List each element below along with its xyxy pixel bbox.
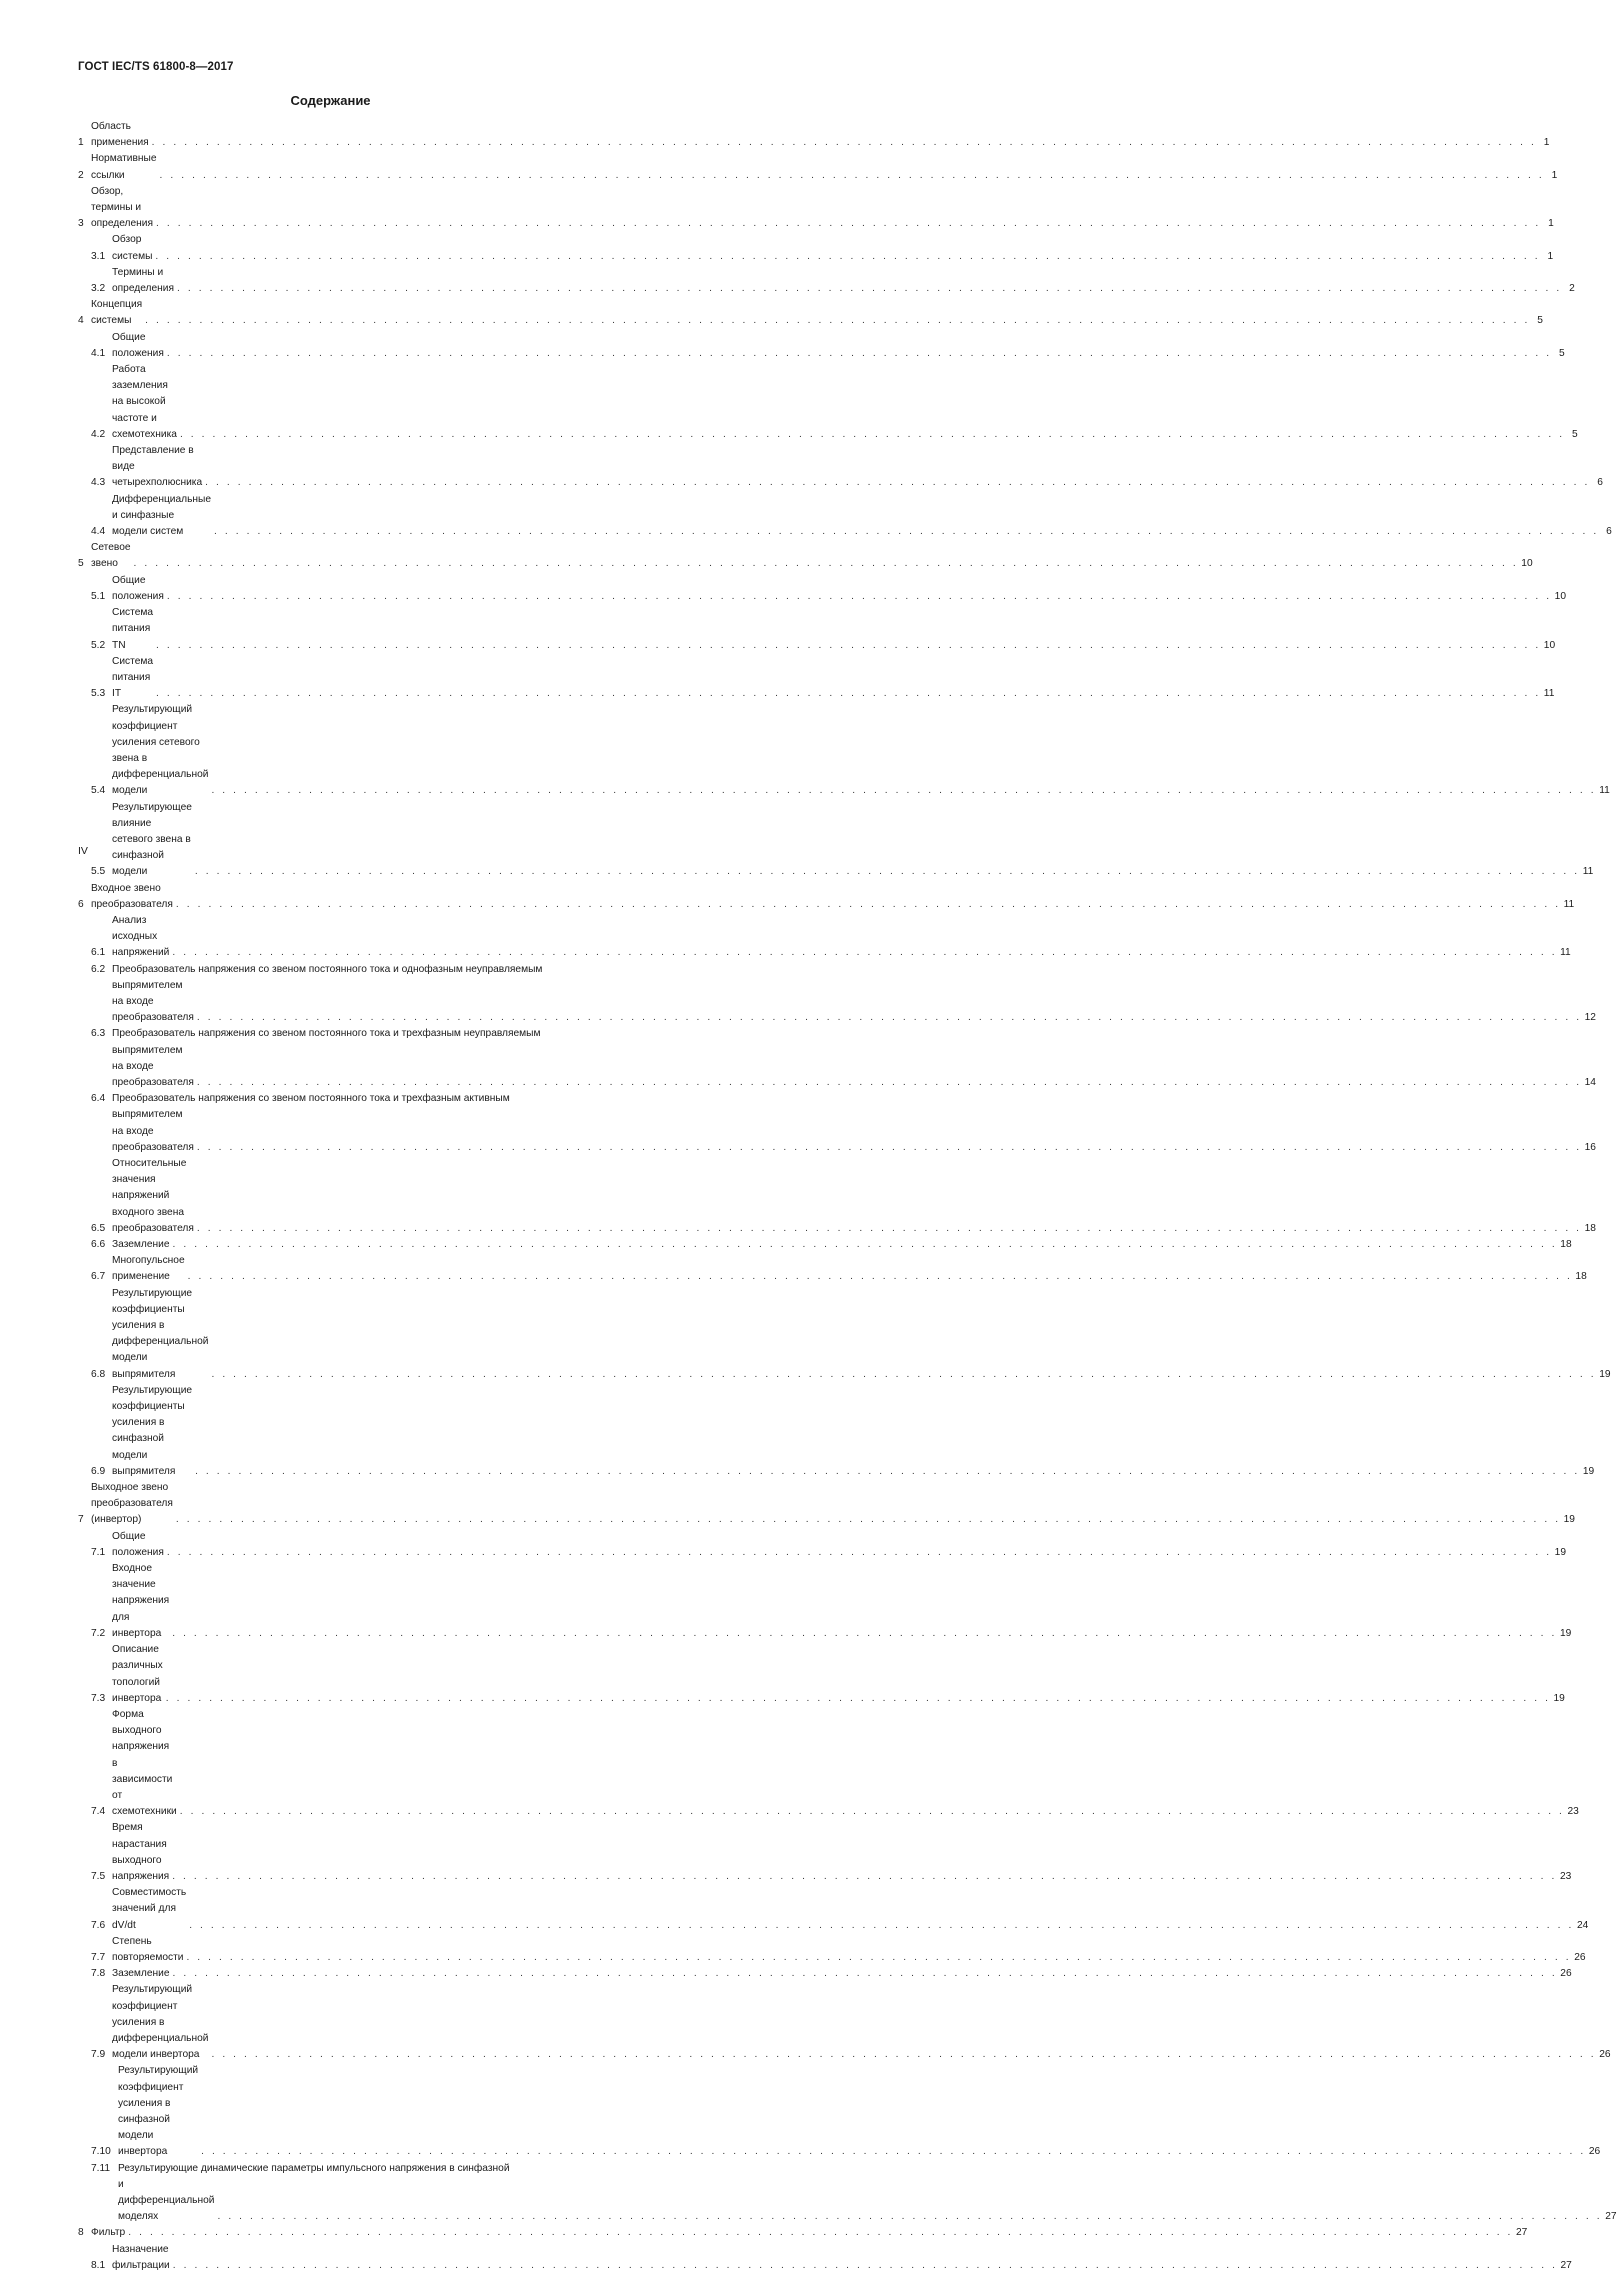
toc-entry-page: 19 (1563, 1514, 1575, 1526)
toc-entry-title: Представление в виде четырехполюсника (112, 445, 203, 489)
toc-entry-page: 6 (1606, 526, 1612, 538)
toc-entry-page: 24 (1576, 1919, 1589, 1931)
toc-entry-page: 27 (1560, 2259, 1572, 2271)
page-number: IV (78, 845, 88, 857)
toc-entry-number: 3.2 (91, 283, 106, 295)
toc-entry-title: Описание различных топологий инвертора (112, 1644, 163, 1704)
toc-entry-page: 1 (1551, 169, 1558, 181)
toc-entry-number: 4.4 (91, 526, 106, 538)
toc-entry[interactable] (78, 1642, 1565, 1707)
toc-leader-dots (167, 1545, 1552, 1561)
toc-entry-page: 11 (1563, 898, 1575, 910)
toc-entry-title: Работа заземления на высокой частоте и схемотехника (112, 364, 177, 440)
toc-entry-page: 11 (1582, 866, 1594, 878)
toc-entry-title: Многопульсное применение (112, 1255, 185, 1283)
toc-entry[interactable] (78, 1026, 1596, 1091)
toc-entry[interactable] (78, 605, 1556, 654)
toc-entry-title: Анализ исходных напряжений (112, 914, 170, 959)
toc-leader-dots (197, 1010, 1582, 1026)
toc-entry-title: Общие положения (112, 331, 164, 359)
toc-entry-number: 6.8 (91, 1368, 106, 1380)
toc-entry-title: Результирующие коэффициенты усиления в синфазной модели выпрямителя (112, 1384, 193, 1477)
toc-leader-dots (134, 556, 1519, 572)
toc-entry-title: Нормативные ссылки (91, 153, 157, 181)
toc-entry-page: 27 (1605, 2211, 1617, 2223)
toc-entry[interactable] (78, 492, 1612, 541)
toc-entry[interactable] (78, 232, 1554, 264)
toc-entry-page: 12 (1584, 1012, 1596, 1024)
toc-entry[interactable] (78, 540, 1533, 572)
toc-entry-number: 8 (78, 2227, 84, 2239)
toc-entry[interactable] (78, 2225, 1528, 2241)
toc-entry-number: 6.5 (91, 1222, 106, 1234)
toc-entry-page: 26 (1599, 2049, 1611, 2061)
toc-entry-page: 19 (1582, 1465, 1595, 1477)
toc-entry-title-line1: Результирующие динамические параметры импульсного напряжения в синфазной (118, 2162, 510, 2174)
toc-leader-dots (188, 1269, 1573, 1285)
toc-entry-page: 23 (1567, 1806, 1579, 1818)
toc-entry-page: 10 (1521, 558, 1533, 570)
toc-entry-page: 16 (1584, 1141, 1596, 1153)
toc-entry-page: 5 (1558, 347, 1565, 359)
toc-entry[interactable] (78, 1934, 1586, 1966)
toc-entry-page: 11 (1543, 688, 1555, 700)
toc-leader-dots (195, 864, 1580, 880)
toc-leader-dots (197, 1075, 1582, 1091)
toc-entry-title: Фильтр (91, 2227, 126, 2239)
toc-entry-title: Форма выходного напряжения в зависимости от схемотехники (112, 1708, 177, 1818)
toc-entry-title: Результирующий коэффициент усиления в синфазной модели инвертора (118, 2065, 199, 2158)
toc-leader-dots (176, 1512, 1561, 1528)
toc-entry[interactable] (78, 1237, 1572, 1253)
document-header: ГОСТ IEC/TS 61800-8—2017 (78, 61, 234, 73)
toc-entry-number: 4.2 (91, 428, 106, 440)
toc-entry[interactable] (78, 702, 1610, 799)
toc-entry[interactable] (78, 443, 1603, 492)
toc-entry[interactable] (78, 573, 1566, 605)
toc-leader-dots (156, 638, 1541, 654)
toc-entry-title-line1: Преобразователь напряжения со звеном постоянного тока и однофазным неуправляемым (112, 963, 543, 975)
toc-entry-page: 1 (1543, 137, 1550, 149)
toc-entry-number: 2 (78, 169, 84, 181)
toc-entry[interactable] (78, 1091, 1596, 1156)
toc-entry-number: 6 (78, 898, 84, 910)
toc-leader-dots (156, 686, 1541, 702)
toc-entry-title: Степень повторяемости (112, 1935, 184, 1963)
toc-entry-title: Общие положения (112, 1530, 164, 1558)
toc-entry-title: Обзор, термины и определения (91, 185, 154, 230)
toc-entry-number: 7.11 (91, 2162, 111, 2174)
toc-entry-page: 10 (1543, 639, 1556, 651)
toc-entry[interactable] (78, 1820, 1572, 1885)
toc-entry-number: 7.1 (91, 1546, 106, 1558)
toc-entry-number: 6.6 (91, 1239, 106, 1251)
toc-entry-title: Термины и определения (112, 266, 175, 295)
toc-leader-dots (186, 1950, 1571, 1966)
toc-leader-dots (211, 2047, 1596, 2063)
toc-entry-page: 5 (1537, 315, 1543, 327)
toc-entry-number: 7.9 (91, 2049, 106, 2061)
toc-entry-page: 19 (1554, 1546, 1566, 1558)
toc-entry-page: 11 (1599, 785, 1610, 797)
toc-entry-page: 19 (1553, 1692, 1565, 1704)
toc-entry[interactable] (78, 1253, 1587, 1285)
toc-entry-title: Время нарастания выходного напряжения (112, 1822, 170, 1882)
toc-leader-dots (160, 168, 1545, 184)
toc-entry-title: Заземление (112, 1239, 170, 1251)
toc-entry-page: 19 (1559, 1627, 1572, 1639)
toc-entry[interactable] (78, 1707, 1579, 1820)
toc-entry-title: Область применения (91, 121, 149, 149)
toc-entry-number: 5 (78, 558, 84, 570)
toc-leader-dots (176, 897, 1561, 913)
toc-entry-title: Результирующий коэффициент усиления в дифференциальной модели инвертора (112, 1984, 209, 2061)
toc-entry-number: 5.3 (91, 688, 106, 700)
toc-entry-page: 26 (1588, 2146, 1601, 2158)
toc-leader-dots (177, 281, 1562, 297)
toc-entry[interactable] (78, 881, 1575, 913)
toc-entry-title: Результирующий коэффициент усиления сетевого звена в дифференциальной модели (112, 704, 209, 797)
toc-entry-title: Обзор системы (112, 234, 153, 262)
toc-leader-dots (173, 1237, 1558, 1253)
toc-leader-dots (166, 1691, 1551, 1707)
page-title: Содержание (290, 93, 371, 108)
toc-entry-page: 14 (1584, 1076, 1596, 1088)
toc-entry-title-line1: Преобразователь напряжения со звеном постоянного тока и трехфазным активным (112, 1093, 510, 1105)
toc-entry-number: 5.1 (91, 590, 106, 602)
toc-entry-number: 7.3 (91, 1692, 106, 1704)
toc-entry[interactable] (78, 1966, 1572, 1982)
toc-leader-dots (172, 1626, 1557, 1642)
toc-leader-dots (167, 346, 1552, 362)
toc-entry-title: Относительные значения напряжений входного звена преобразователя (112, 1158, 194, 1234)
toc-entry-number: 4 (78, 315, 84, 327)
toc-leader-dots (197, 1221, 1582, 1237)
toc-entry[interactable] (78, 297, 1543, 329)
toc-entry[interactable] (78, 184, 1554, 233)
toc-entry-number: 7 (78, 1514, 84, 1526)
toc-entry-title-line1: Преобразователь напряжения со звеном постоянного тока и трехфазным неуправляемым (112, 1028, 541, 1040)
toc-leader-dots (145, 313, 1530, 329)
toc-entry[interactable] (78, 330, 1565, 362)
toc-entry[interactable] (78, 1286, 1611, 1383)
toc-entry-title: Выходное звено преобразователя (инвертор) (91, 1482, 173, 1526)
toc-leader-dots (152, 135, 1537, 151)
toc-entry-title: Система питания TN (112, 607, 154, 651)
toc-entry-title: Заземление (112, 1968, 170, 1980)
toc-entry-title: и дифференциальной моделях (118, 2178, 215, 2223)
toc-entry-title: Входное звено преобразователя (91, 882, 173, 910)
toc-entry-number: 8.1 (91, 2259, 106, 2271)
toc-entry-title: Сетевое звено (91, 542, 131, 570)
toc-leader-dots (211, 783, 1596, 799)
toc-leader-dots (156, 216, 1541, 232)
toc-entry[interactable] (78, 362, 1578, 443)
toc-entry-page: 19 (1599, 1368, 1611, 1380)
toc-entry-number: 7.7 (91, 1951, 106, 1963)
toc-entry-page: 10 (1554, 590, 1566, 602)
toc-leader-dots (205, 475, 1590, 491)
toc-leader-dots (180, 1804, 1565, 1820)
toc-entry-title: выпрямителем на входе преобразователя (112, 979, 194, 1024)
toc-entry[interactable] (78, 2242, 1572, 2274)
toc-leader-dots (172, 945, 1557, 961)
toc-entry-number: 6.2 (91, 963, 106, 975)
toc-entry-number: 3 (78, 218, 84, 230)
toc-entry[interactable] (78, 1982, 1611, 2063)
table-of-contents (78, 119, 1617, 2274)
toc-entry-number: 6.1 (91, 947, 106, 959)
toc-entry[interactable] (78, 2161, 1617, 2226)
toc-entry[interactable] (78, 654, 1555, 703)
toc-entry-number: 4.1 (91, 347, 106, 359)
toc-leader-dots (189, 1918, 1574, 1934)
toc-entry[interactable] (78, 1480, 1575, 1529)
toc-entry[interactable] (78, 1529, 1566, 1561)
toc-entry-title: Система питания IT (112, 655, 154, 700)
toc-leader-dots (214, 524, 1599, 540)
toc-entry-number: 7.4 (91, 1806, 106, 1818)
toc-leader-dots (197, 1140, 1582, 1156)
toc-entry[interactable] (78, 800, 1594, 881)
toc-entry-page: 2 (1569, 283, 1575, 295)
toc-entry-page: 11 (1560, 947, 1571, 959)
toc-entry-title: Результирующее влияние сетевого звена в синфазной модели (112, 801, 192, 878)
toc-leader-dots (211, 1367, 1596, 1383)
toc-entry-page: 1 (1547, 250, 1554, 262)
toc-entry[interactable] (78, 151, 1558, 183)
toc-entry-number: 1 (78, 137, 84, 149)
toc-entry-number: 6.4 (91, 1093, 106, 1105)
toc-leader-dots (217, 2209, 1602, 2225)
toc-entry-title: Входное значение напряжения для инвертора (112, 1563, 170, 1639)
toc-entry-page: 1 (1548, 218, 1554, 230)
toc-leader-dots (180, 427, 1565, 443)
toc-entry-page: 18 (1560, 1239, 1572, 1251)
toc-entry-title: Дифференциальные и синфазные модели систем (112, 493, 212, 538)
toc-leader-dots (173, 2258, 1558, 2274)
toc-entry-title: Концепция системы (91, 299, 143, 327)
toc-entry[interactable] (78, 119, 1550, 151)
toc-entry-number: 7.2 (91, 1627, 106, 1639)
toc-entry-page: 18 (1575, 1271, 1587, 1283)
toc-entry-title: Назначение фильтрации (112, 2243, 170, 2271)
toc-entry[interactable] (78, 1156, 1596, 1237)
toc-entry-number: 6.7 (91, 1271, 106, 1283)
toc-entry-number: 3.1 (91, 250, 106, 262)
toc-entry-number: 5.5 (91, 866, 106, 878)
toc-entry-page: 27 (1516, 2227, 1528, 2239)
toc-entry-number: 4.3 (91, 477, 106, 489)
toc-leader-dots (155, 249, 1540, 265)
toc-entry[interactable] (78, 265, 1575, 297)
toc-entry-number: 7.10 (91, 2146, 111, 2158)
toc-leader-dots (172, 1869, 1557, 1885)
toc-entry-page: 26 (1574, 1951, 1586, 1963)
toc-entry-page: 5 (1572, 428, 1578, 440)
toc-entry-page: 26 (1560, 1968, 1572, 1980)
toc-entry[interactable] (78, 2063, 1601, 2160)
toc-leader-dots (167, 589, 1552, 605)
toc-entry-page: 18 (1584, 1222, 1596, 1234)
toc-entry[interactable] (78, 1885, 1589, 1934)
toc-entry-page: 6 (1597, 477, 1603, 489)
toc-entry-number: 7.5 (91, 1870, 106, 1882)
toc-entry[interactable] (78, 1561, 1572, 1642)
toc-entry-number: 6.9 (91, 1465, 106, 1477)
toc-leader-dots (173, 1966, 1558, 1982)
toc-entry-number: 7.6 (91, 1919, 106, 1931)
toc-leader-dots (195, 1464, 1580, 1480)
toc-entry-title: Результирующие коэффициенты усиления в дифференциальной модели выпрямителя (112, 1287, 209, 1380)
toc-entry[interactable] (78, 962, 1596, 1027)
toc-entry[interactable] (78, 1383, 1595, 1480)
toc-leader-dots (201, 2144, 1586, 2160)
toc-entry-number: 7.8 (91, 1968, 106, 1980)
toc-entry-number: 5.4 (91, 785, 106, 797)
toc-entry-page: 23 (1559, 1870, 1572, 1882)
toc-entry-title: выпрямителем на входе преобразователя (112, 1044, 194, 1088)
toc-entry-number: 5.2 (91, 639, 106, 651)
toc-entry-title: выпрямителем на входе преобразователя (112, 1109, 194, 1153)
toc-entry-title: Совместимость значений для dV/dt (112, 1887, 187, 1931)
toc-leader-dots (128, 2225, 1513, 2241)
toc-entry[interactable] (78, 913, 1571, 962)
toc-entry-title: Общие положения (112, 574, 164, 602)
toc-entry-number: 6.3 (91, 1028, 106, 1040)
